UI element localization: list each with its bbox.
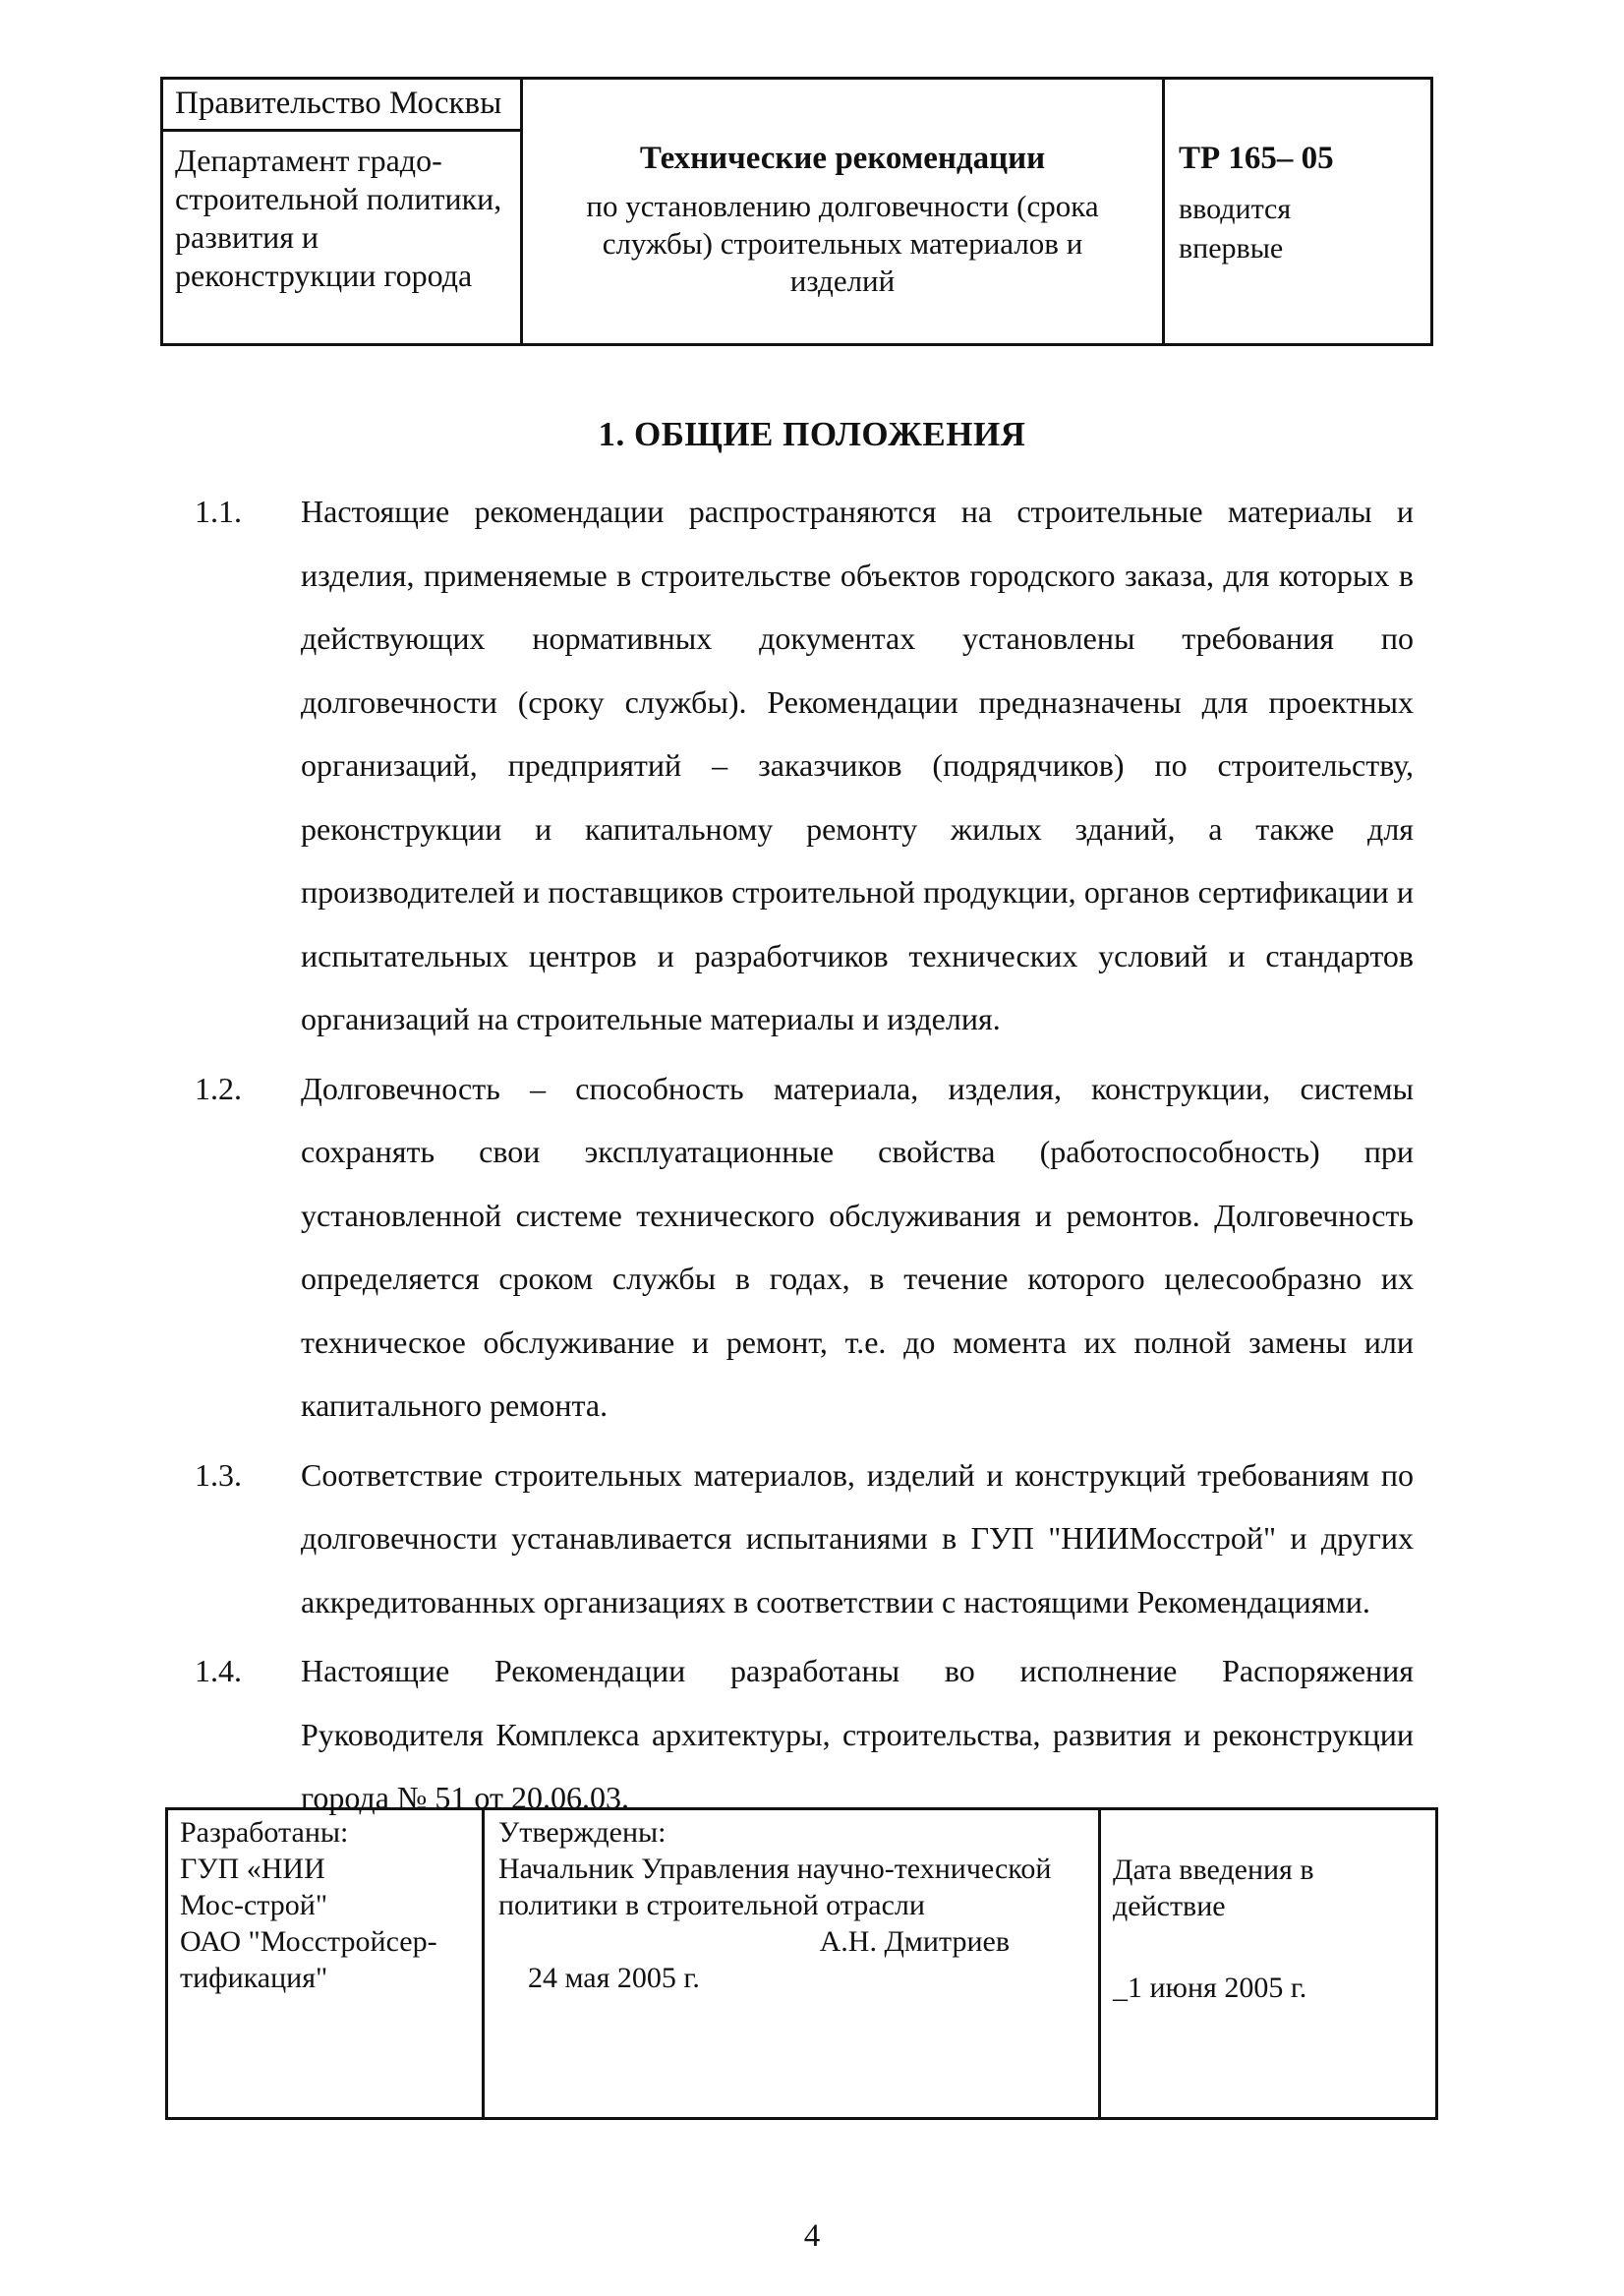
developed-label: Разработаны: (180, 1816, 349, 1849)
clause-number: 1.1. (195, 494, 242, 529)
clause (195, 1639, 1414, 1830)
government-name: Правительство Москвы (163, 84, 520, 132)
department-name: Департамент градо-строительной политики, развития и реконструкции города (175, 143, 502, 293)
approved-position: Начальник Управления научно-технической политики в строительной отрасли (498, 1853, 1052, 1921)
approved-date: 24 мая 2005 г. (528, 1962, 700, 1994)
section-title: 1. ОБЩИЕ ПОЛОЖЕНИЯ (598, 415, 1026, 453)
clauses-list (195, 480, 1414, 1836)
clause (195, 1057, 1414, 1438)
clause-number: 1.3. (195, 1456, 242, 1493)
clause-text: Настоящие Рекомендации разработаны во исполнение Распоряжения Руководителя Комплекса архитектуры, строительства, развития и реконструкции города № 51 от 20.06.03. (301, 1653, 1414, 1815)
header-right-cell (1165, 80, 1430, 343)
document-status-line2: впервые (1179, 232, 1284, 265)
approved-signer: А.Н. Дмитриев (819, 1925, 1010, 1958)
page-number: 4 (803, 2218, 821, 2254)
clause-text: Долговечность – способность материала, изделия, конструкции, системы сохранять свои эксплуатационные свойства (работоспособность) при установленной системе технического обслуживания и ремонтов. Долговечность определяется сроком службы в годах, в течение которого целесообразно их техническое обслуживание и ремонт, т.е. до момента их полной замены или капитального ремонта. (301, 1070, 1414, 1423)
approved-label: Утверждены: (498, 1816, 667, 1849)
developed-cell (168, 1810, 485, 2117)
clause-text: Настоящие рекомендации распространяются на строительные материалы и изделия, применяемые в строительстве объектов городского заказа, для которых в действующих нормативных документах установлены требования по долговечности (сроку службы). Рекомендации предназначены для проектных организаций, предприятий – заказчиков (подрядчиков) по строительству, реконструкции и капитальному ремонту жилых зданий, а также для производителей и поставщиков строительной продукции, органов сертификации и испытательных центров и разработчиков технических условий и стандартов организаций на строительные материалы и изделия. (301, 494, 1414, 1036)
document-subtitle: по установлению долговечности (срока службы) строительных материалов и изделий (586, 189, 1099, 298)
clause (195, 1443, 1414, 1634)
clause-number: 1.2. (195, 1070, 242, 1106)
header-table (160, 77, 1433, 346)
approved-cell (485, 1810, 1101, 2117)
header-middle-cell (523, 80, 1165, 343)
clause (195, 480, 1414, 1051)
intro-date-label: Дата введения в действие (1113, 1854, 1314, 1922)
document-title: Технические рекомендации (639, 141, 1046, 176)
header-left-cell (163, 80, 523, 343)
clause-number: 1.4. (195, 1653, 242, 1688)
document-status-line1: вводится (1179, 193, 1292, 225)
approval-table (165, 1807, 1438, 2120)
document-code: ТР 165– 05 (1179, 141, 1334, 176)
intro-date-cell (1101, 1810, 1435, 2117)
developed-org-1: ГУП «НИИ Мос-строй" (180, 1853, 328, 1921)
developed-org-2: ОАО "Мосстройсер-тификация" (180, 1925, 437, 1994)
clause-text: Соответствие строительных материалов, изделий и конструкций требованиям по долговечности устанавливается испытаниями в ГУП "НИИМосстрой" и других аккредитованных организациях в соответствии с настоящими Рекомендациями. (301, 1456, 1414, 1619)
intro-date: _1 июня 2005 г. (1113, 1972, 1307, 2004)
